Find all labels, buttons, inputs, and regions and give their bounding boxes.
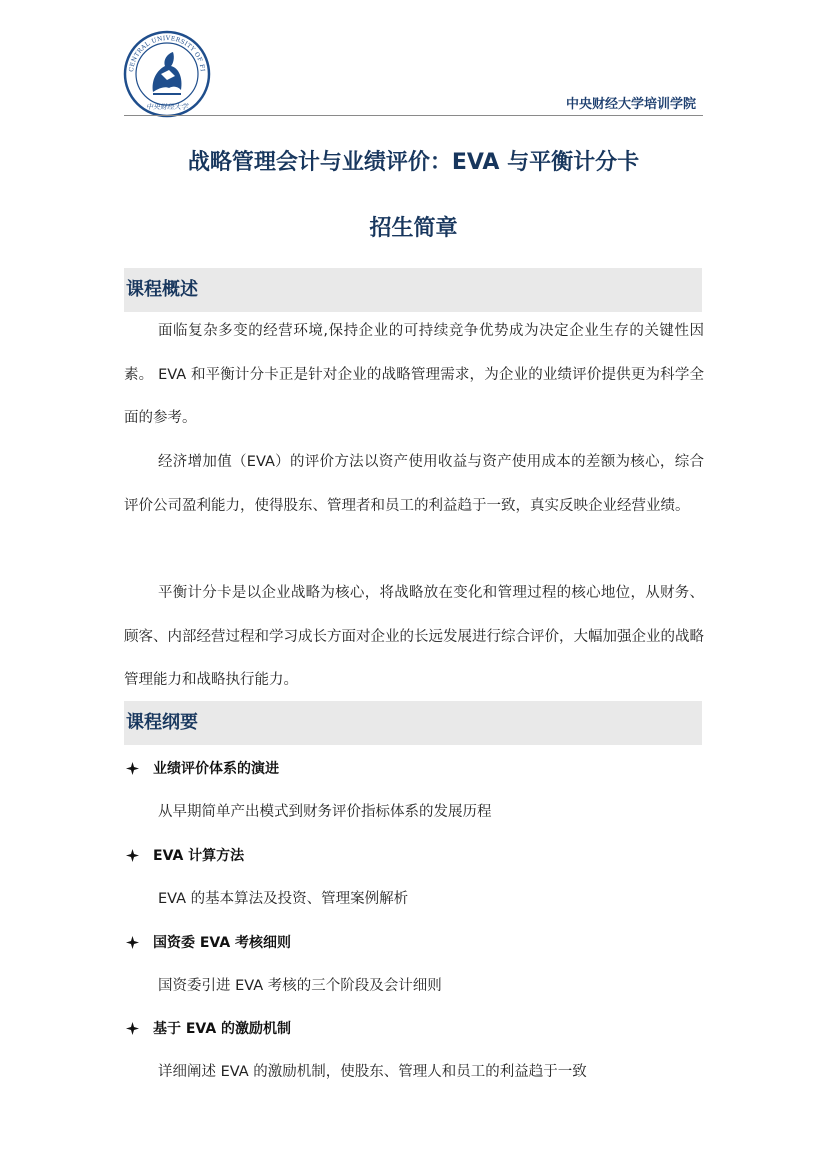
outline-item-title: 基于 EVA 的激励机制 [153, 1021, 292, 1037]
header-divider [124, 115, 703, 116]
logo-ring-text: CENTRAL UNIVERSITY OF FI [128, 34, 206, 73]
overview-paragraph-1: 面临复杂多变的经营环境,保持企业的可持续竞争优势成为决定企业生存的关键性因素。 EVA 和平衡计分卡正是针对企业的战略管理需求，为企业的业绩评价提供更为科学全面的参考。 [124, 323, 704, 426]
outline-item-title: 业绩评价体系的演进 [153, 761, 279, 777]
section-heading-outline: 课程纲要 [124, 701, 702, 745]
overview-paragraph-3: 平衡计分卡是以企业战略为核心，将战略放在变化和管理过程的核心地位，从财务、顾客、内部经营过程和学习成长方面对企业的长远发展进行综合评价，大幅加强企业的战略管理能力和战略执行能力。 [124, 585, 704, 688]
document-subtitle: 招生简章 [369, 216, 458, 241]
outline-item-title: 国资委 EVA 考核细则 [153, 935, 292, 951]
diamond-bullet-icon [126, 849, 139, 862]
outline-item-desc: 从早期简单产出模式到财务评价指标体系的发展历程 [158, 804, 492, 820]
university-logo-seal [123, 30, 211, 118]
document-title: 战略管理会计与业绩评价：EVA 与平衡计分卡 [187, 150, 640, 175]
outline-item-desc: EVA 的基本算法及投资、管理案例解析 [158, 891, 409, 907]
outline-item-1 [126, 758, 279, 778]
section-heading-overview: 课程概述 [124, 268, 702, 312]
logo-caption: 中央财经大学 [146, 103, 188, 111]
header-organization: 中央财经大学培训学院 [565, 97, 696, 112]
svg-text:CENTRAL UNIVERSITY OF FINANCE [123, 30, 206, 72]
outline-item-title: EVA 计算方法 [153, 848, 245, 864]
diamond-bullet-icon [126, 762, 139, 775]
diamond-bullet-icon [126, 1022, 139, 1035]
outline-item-desc: 国资委引进 EVA 考核的三个阶段及会计细则 [158, 978, 442, 994]
diamond-bullet-icon [126, 936, 139, 949]
outline-item-3 [126, 932, 291, 952]
outline-item-2 [126, 845, 244, 865]
overview-paragraph-2: 经济增加值（EVA）的评价方法以资产使用收益与资产使用成本的差额为核心，综合评价公司盈利能力，使得股东、管理者和员工的利益趋于一致，真实反映企业经营业绩。 [124, 454, 704, 514]
outline-item-4 [126, 1018, 291, 1038]
outline-item-desc: 详细阐述 EVA 的激励机制，使股东、管理人和员工的利益趋于一致 [158, 1064, 587, 1080]
